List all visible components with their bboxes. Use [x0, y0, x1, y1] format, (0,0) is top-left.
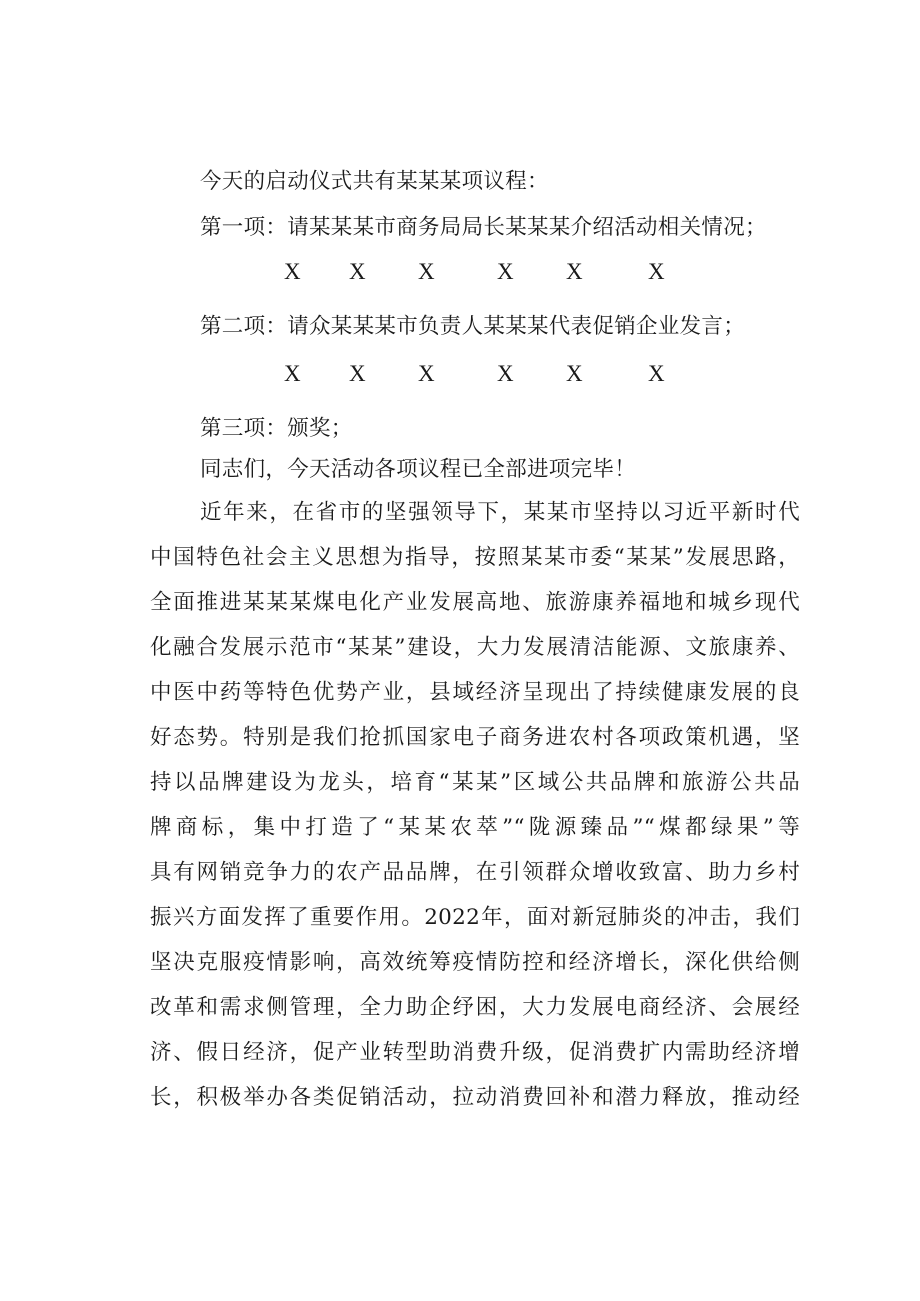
- paragraph-line: 振兴方面发挥了重要作用。2022年，面对新冠肺炎的冲击，我们: [150, 905, 800, 930]
- placeholder-mark: X: [418, 361, 435, 386]
- paragraph-line: 化融合发展示范市“某某”建设，大力发展清洁能源、文旅康养、: [150, 635, 800, 660]
- paragraph-line: 长，积极举办各类促销活动，拉动消费回补和潜力释放，推动经: [150, 1085, 800, 1110]
- placeholder-row-2: [0, 359, 920, 389]
- placeholder-mark: X: [497, 361, 514, 386]
- paragraph-line: 中国特色社会主义思想为指导，按照某某市委“某某”发展思路，: [150, 545, 800, 570]
- placeholder-mark: X: [648, 361, 665, 386]
- agenda-intro: 今天的启动仪式共有某某某项议程：: [200, 169, 549, 194]
- paragraph-line: 改革和需求侧管理，全力助企纾困，大力发展电商经济、会展经: [150, 995, 800, 1020]
- placeholder-mark: X: [566, 259, 583, 284]
- paragraph-line: 好态势。特别是我们抢抓国家电子商务进农村各项政策机遇，坚: [150, 725, 800, 750]
- placeholder-mark: X: [497, 259, 514, 284]
- placeholder-row-1: [0, 257, 920, 287]
- placeholder-mark: X: [418, 259, 435, 284]
- paragraph-line: 牌商标，集中打造了“某某农萃”“陇源臻品”“煤都绿果”等: [150, 815, 800, 840]
- placeholder-mark: X: [349, 259, 366, 284]
- agenda-item-3: 第三项：颁奖；: [200, 416, 353, 441]
- placeholder-mark: X: [566, 361, 583, 386]
- paragraph-line: 中医中药等特色优势产业，县域经济呈现出了持续健康发展的良: [150, 680, 800, 705]
- paragraph-line: 近年来，在省市的坚强领导下，某某市坚持以习近平新时代: [200, 500, 800, 525]
- placeholder-mark: X: [284, 361, 301, 386]
- paragraph-line: 全面推进某某某煤电化产业发展高地、旅游康养福地和城乡现代: [150, 590, 800, 615]
- paragraph-line: 坚决克服疫情影响，高效统筹疫情防控和经济增长，深化供给侧: [150, 950, 800, 975]
- paragraph-line: 济、假日经济，促产业转型助消费升级，促消费扩内需助经济增: [150, 1040, 800, 1065]
- placeholder-mark: X: [284, 259, 301, 284]
- agenda-item-1: 第一项：请某某某市商务局局长某某某介绍活动相关情况；: [200, 215, 767, 240]
- placeholder-mark: X: [648, 259, 665, 284]
- agenda-item-2: 第二项：请众某某某市负责人某某某代表促销企业发言；: [200, 314, 746, 339]
- paragraph-line: 持以品牌建设为龙头，培育“某某”区域公共品牌和旅游公共品: [150, 770, 800, 795]
- paragraph-line: 具有网销竞争力的农产品品牌，在引领群众增收致富、助力乡村: [150, 860, 800, 885]
- closing-remark: 同志们，今天活动各项议程已全部进项完毕！: [200, 457, 637, 482]
- placeholder-mark: X: [349, 361, 366, 386]
